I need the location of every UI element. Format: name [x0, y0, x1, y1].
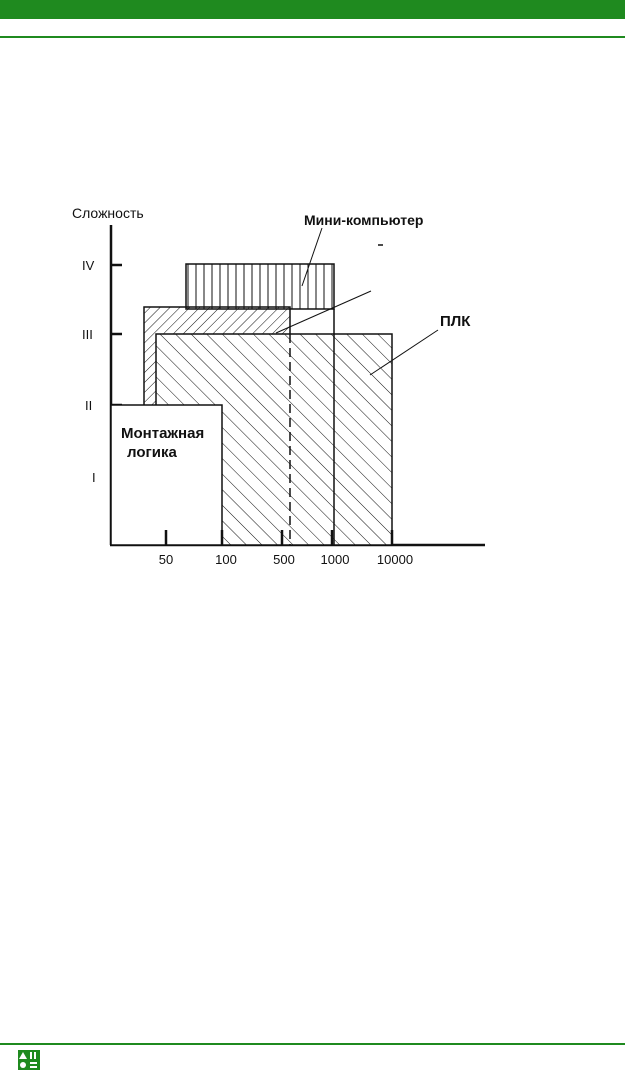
- y-tick-label: II: [85, 398, 93, 413]
- y-tick-label: III: [82, 327, 93, 342]
- footer-divider: [0, 1043, 625, 1045]
- y-tick-label: IV: [82, 258, 95, 273]
- mini-computer-label: Мини-компьютер: [304, 212, 424, 228]
- x-tick-label: 10000: [376, 552, 414, 567]
- top-banner: [0, 0, 625, 19]
- complexity-diagram: [0, 190, 625, 580]
- plc-label: ПЛК: [440, 313, 471, 330]
- x-tick-label: 500: [273, 552, 295, 567]
- hardwired-logic-label: Монтажная: [121, 425, 205, 442]
- header-divider: [0, 36, 625, 38]
- y-axis-label: Сложность: [72, 205, 144, 221]
- x-tick-label: 50: [158, 552, 174, 567]
- mini-computer-region: [186, 264, 334, 309]
- tsu-logo-icon: [18, 1050, 40, 1070]
- x-tick-label: 1000: [320, 552, 350, 567]
- y-tick-label: I: [92, 470, 96, 485]
- hardwired-logic-label: логика: [127, 444, 177, 461]
- x-tick-label: 100: [215, 552, 237, 567]
